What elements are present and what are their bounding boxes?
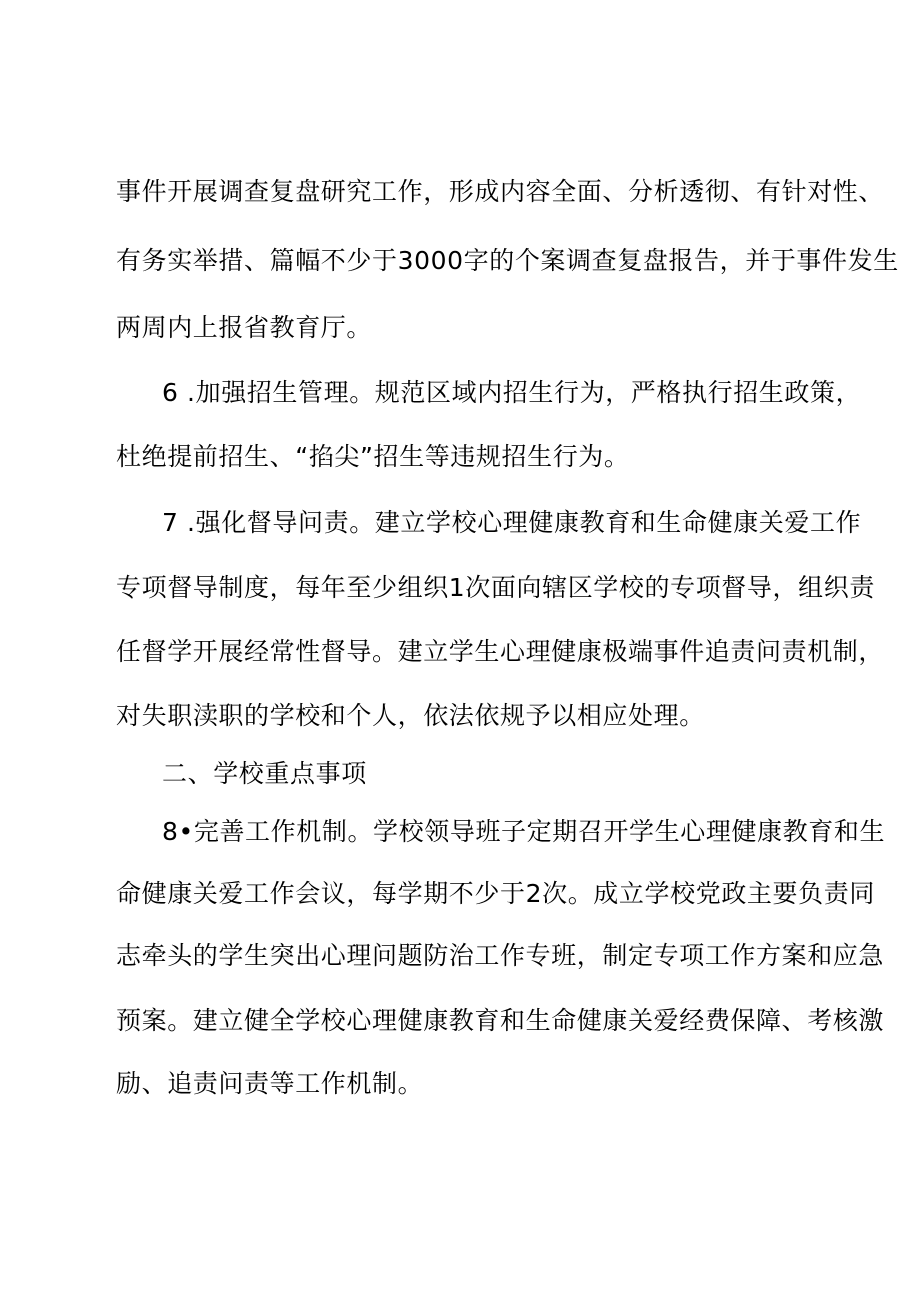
text-segment: 事件开展调查复盘研究工作，形成内容全面、分析 (116, 177, 680, 206)
body-line (116, 441, 846, 473)
body-line (116, 878, 875, 910)
text-segment: 二、学校重点事项 (162, 759, 367, 788)
text-segment: 两周内上报省教育厅。 (116, 313, 373, 342)
body-line (116, 245, 899, 277)
body-line (116, 312, 846, 344)
body-line (116, 700, 705, 732)
text-segment: 件追责问责机制， (679, 637, 885, 666)
text-segment: 6 .加强招生管理。规范区域内招生行为，严格执行招生政 (162, 378, 811, 407)
text-segment: 7 .强化督导问责。建立学校心理健康教育和生命健康关爱 (162, 508, 811, 537)
text-segment: 志牵头的学生突出心理问题防治工作专班，制定 (116, 941, 654, 970)
text-segment: 杜绝提前招生、“掐尖”招生等违规招生行为。 (116, 442, 630, 471)
text-segment: 复盘报告，并于事件发生 (617, 246, 899, 275)
body-line (116, 940, 885, 972)
body-line (162, 507, 862, 539)
text-segment: 应处理。 (602, 701, 705, 730)
body-line (116, 1068, 846, 1100)
text-segment: 透彻、有针对性、 (679, 177, 885, 206)
text-segment: 对失职渎职的学校和个人，依法依规予以相 (116, 701, 603, 730)
body-line (116, 572, 875, 604)
text-segment: 工作 (810, 508, 862, 537)
text-segment: 政主要负责同 (721, 879, 875, 908)
body-line (116, 1005, 885, 1037)
body-line (116, 636, 885, 668)
text-segment: 策， (810, 378, 862, 407)
text-segment: 专项督导制度，每年至少组织1次面向辖区学校的专项督 (116, 573, 747, 602)
text-segment: 8•完善工作机制。学校领导班子定期召开学生心理健康教 (162, 817, 809, 846)
text-segment: 专项工作方案和应急 (653, 941, 885, 970)
text-segment: 导，组织责 (746, 573, 875, 602)
section-heading (162, 758, 846, 790)
text-segment: 任督学开展经常性督导。建立学生心理健康极端事 (116, 637, 680, 666)
text-segment: 命健康关爱工作会议，每学期不少于2次。成立学校党 (116, 879, 722, 908)
text-segment: 励、追责问责等工作机制。 (116, 1069, 424, 1098)
body-line (116, 176, 885, 208)
text-segment: 育和生 (808, 817, 886, 846)
text-segment: 预案。建立健全学校心理健康教育和生命 (116, 1006, 577, 1035)
text-segment: 有务实举措、篇幅不少于3000字的个案调查 (116, 246, 618, 275)
body-line (162, 377, 862, 409)
body-line (162, 816, 886, 848)
text-segment: 健康关爱经费保障、考核激 (576, 1006, 885, 1035)
